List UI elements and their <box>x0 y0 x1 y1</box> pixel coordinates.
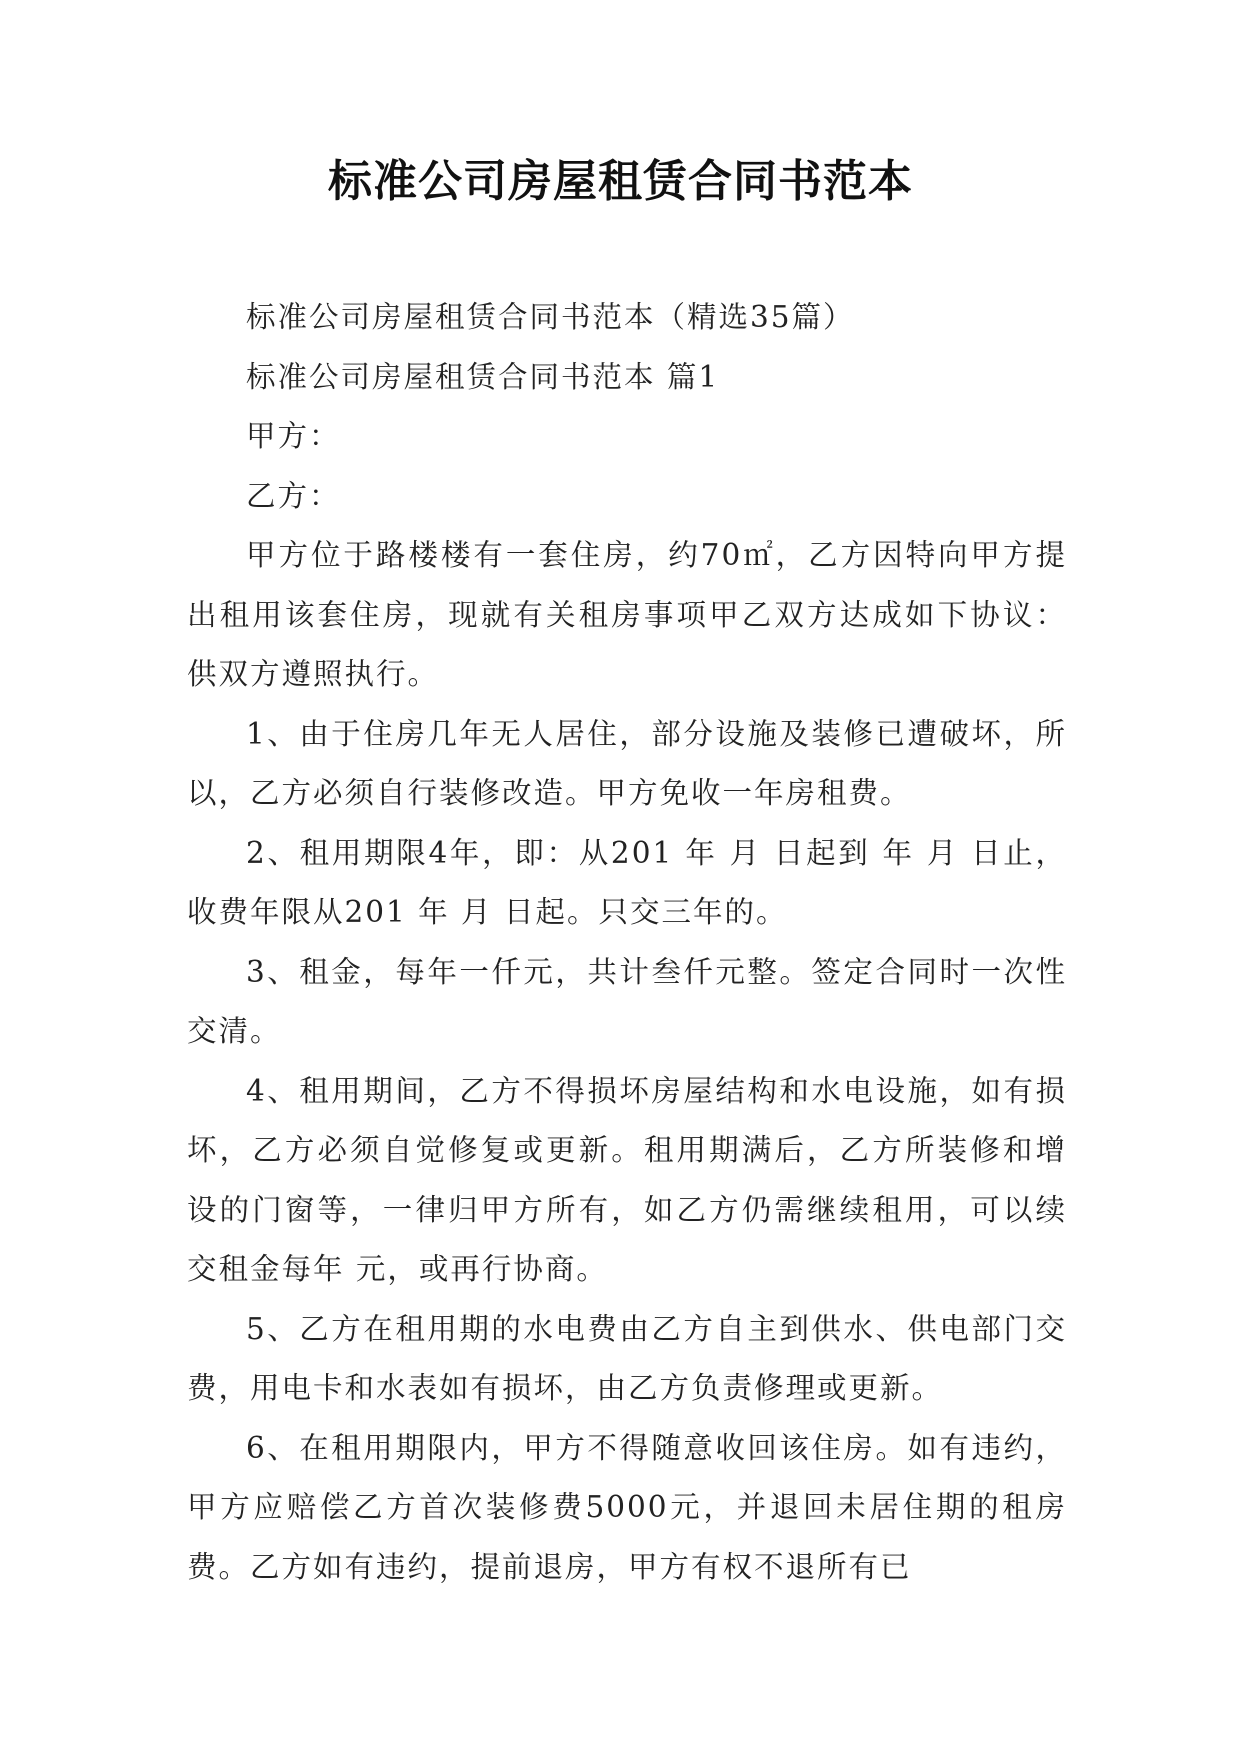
paragraph-party-a: 甲方： <box>246 419 341 453</box>
paragraph-clause-1: 1、由于住房几年无人居住，部分设施及装修已遭破坏，所以，乙方必须自行装修改造。甲方免收一年房租费。 <box>187 716 1067 810</box>
paragraph-clause-2: 2、租用期限4年，即：从201 年 月 日起到 年 月 日止，收费年限从201 年 月 日起。只交三年的。 <box>187 835 1067 929</box>
paragraph-intro: 甲方位于路楼楼有一套住房，约70㎡，乙方因特向甲方提出租用该套住房，现就有关租房事项甲乙双方达成如下协议：供双方遵照执行。 <box>187 538 1067 691</box>
paragraph-section-heading: 标准公司房屋租赁合同书范本 篇1 <box>246 359 720 394</box>
paragraph-clause-3: 3、租金，每年一仟元，共计叁仟元整。签定合同时一次性交清。 <box>187 954 1067 1048</box>
paragraph-clause-5: 5、乙方在租用期的水电费由乙方自主到供水、供电部门交费，用电卡和水表如有损坏，由乙方负责修理或更新。 <box>187 1311 1067 1405</box>
paragraph-clause-4: 4、租用期间，乙方不得损坏房屋结构和水电设施，如有损坏，乙方必须自觉修复或更新。租用期满后，乙方所装修和增设的门窗等，一律归甲方所有，如乙方仍需继续租用，可以续交租金每年 元，或再行协商。 <box>187 1073 1067 1286</box>
paragraph-clause-6: 6、在租用期限内，甲方不得随意收回该住房。如有违约，甲方应赔偿乙方首次装修费5000元，并退回未居住期的租房费。乙方如有违约，提前退房，甲方有权不退所有已 <box>187 1430 1067 1584</box>
document-body <box>187 288 1067 1597</box>
paragraph-party-b: 乙方： <box>246 478 341 513</box>
document-title: 标准公司房屋租赁合同书范本 <box>328 156 913 207</box>
paragraph-subtitle: 标准公司房屋租赁合同书范本（精选35篇） <box>246 300 855 334</box>
